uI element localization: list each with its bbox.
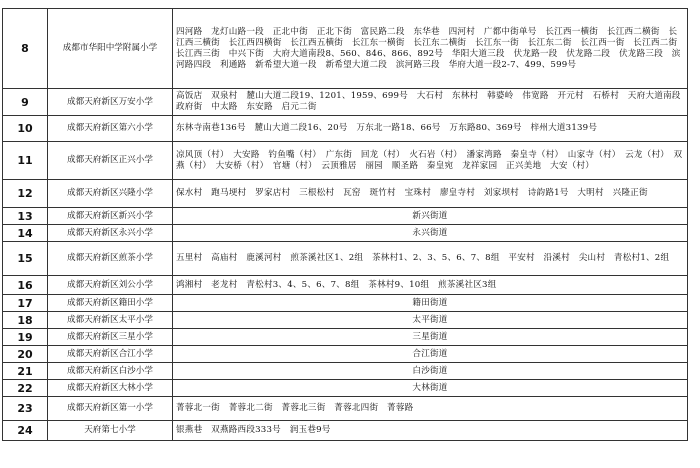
school-name: 成都天府新区万安小学 (48, 89, 173, 116)
district-area: 永兴街道 (173, 225, 688, 242)
school-name: 成都市华阳中学附属小学 (48, 9, 173, 89)
district-area: 鸿湘村 老龙村 青松村3、4、5、6、7、8组 茶林村9、10组 煎茶溪社区3组 (173, 276, 688, 295)
district-area: 白沙街道 (173, 363, 688, 380)
table-row (3, 89, 688, 116)
table-row (3, 312, 688, 329)
school-name: 成都天府新区白沙小学 (48, 363, 173, 380)
school-name: 成都天府新区煎茶小学 (48, 242, 173, 276)
school-name: 成都天府新区合江小学 (48, 346, 173, 363)
school-name: 成都天府新区第一小学 (48, 397, 173, 421)
school-name: 成都天府新区刘公小学 (48, 276, 173, 295)
district-area: 太平街道 (173, 312, 688, 329)
district-area: 新兴街道 (173, 208, 688, 225)
school-name: 成都天府新区永兴小学 (48, 225, 173, 242)
row-number: 11 (3, 142, 48, 180)
table-row (3, 329, 688, 346)
school-name: 成都天府新区太平小学 (48, 312, 173, 329)
table-row (3, 380, 688, 397)
row-number: 20 (3, 346, 48, 363)
district-area: 菁蓉北一街 菁蓉北二街 菁蓉北三街 菁蓉北四街 菁蓉路 (173, 397, 688, 421)
row-number: 22 (3, 380, 48, 397)
district-area: 高饭店 双泉村 麓山大道二段19、1201、1959、699号 大石村 东林村 韩婆岭 伟宽路 开元村 石桥村 天府大道南段 政府街 中太路 东安路 启元二街 (173, 89, 688, 116)
table-row (3, 180, 688, 208)
table-row (3, 363, 688, 380)
school-name: 天府第七小学 (48, 421, 173, 441)
table-row (3, 397, 688, 421)
row-number: 16 (3, 276, 48, 295)
table-row (3, 116, 688, 142)
row-number: 10 (3, 116, 48, 142)
row-number: 9 (3, 89, 48, 116)
row-number: 12 (3, 180, 48, 208)
school-name: 成都天府新区籍田小学 (48, 295, 173, 312)
row-number: 21 (3, 363, 48, 380)
row-number: 18 (3, 312, 48, 329)
school-name: 成都天府新区兴隆小学 (48, 180, 173, 208)
district-area: 东林寺南巷136号 麓山大道二段16、20号 万东北一路18、66号 万东路80、369号 梓州大道3139号 (173, 116, 688, 142)
school-name: 成都天府新区大林小学 (48, 380, 173, 397)
school-name: 成都天府新区正兴小学 (48, 142, 173, 180)
row-number: 14 (3, 225, 48, 242)
table-row (3, 225, 688, 242)
table-row (3, 295, 688, 312)
row-number: 24 (3, 421, 48, 441)
district-area: 五里村 高庙村 鹿溪河村 煎茶溪社区1、2组 茶林村1、2、3、5、6、7、8组 平安村 沿溪村 尖山村 青松村1、2组 (173, 242, 688, 276)
district-area: 保水村 跑马埂村 罗家店村 三根松村 瓦窑 斑竹村 宝珠村 廖皇寺村 刘家坝村 诗韵路1号 大明村 兴隆正街 (173, 180, 688, 208)
table-row (3, 276, 688, 295)
school-name: 成都天府新区第六小学 (48, 116, 173, 142)
district-area: 银燕巷 双燕路西段333号 润玉巷9号 (173, 421, 688, 441)
row-number: 19 (3, 329, 48, 346)
school-district-table (2, 8, 688, 441)
row-number: 17 (3, 295, 48, 312)
row-number: 8 (3, 9, 48, 89)
school-name: 成都天府新区三星小学 (48, 329, 173, 346)
table-row (3, 242, 688, 276)
school-name: 成都天府新区新兴小学 (48, 208, 173, 225)
district-area: 籍田街道 (173, 295, 688, 312)
district-area: 四河路 龙灯山路一段 正北中街 正北下街 富民路二段 东华巷 四河村 广都中街单号 长江西一横街 长江西二横街 长江西三横街 长江西四横街 长江西五横街 长江东一横街 长江东二横街 长江东一街 长江东二街 长江西一街 长江西二街 长江西三街 中兴下街 大府大道南段8、560、846、866、892号 华阳大道三段 伏龙路一段 伏龙路二段 伏龙路三段 滨河路四段 利通路 新希望大道一段 新希望大道二段 滨河路三段 华府大道一段2-7、499、599号 (173, 9, 688, 89)
table-row (3, 346, 688, 363)
row-number: 23 (3, 397, 48, 421)
table-row (3, 9, 688, 89)
table-row (3, 208, 688, 225)
district-area: 三星街道 (173, 329, 688, 346)
row-number: 15 (3, 242, 48, 276)
table-row (3, 142, 688, 180)
row-number: 13 (3, 208, 48, 225)
district-area: 合江街道 (173, 346, 688, 363)
district-area: 大林街道 (173, 380, 688, 397)
district-area: 凉风顶（村） 大安路 钓鱼嘴（村） 广东街 回龙（村） 火石岩（村） 潘家湾路 秦皇寺（村） 山家寺（村） 云龙（村） 双燕（村） 大安桥（村） 官塘（村） 云顶雅居 丽园 顺圣路 秦皇宛 龙祥家园 正兴美地 大安（村） (173, 142, 688, 180)
table-row (3, 421, 688, 441)
